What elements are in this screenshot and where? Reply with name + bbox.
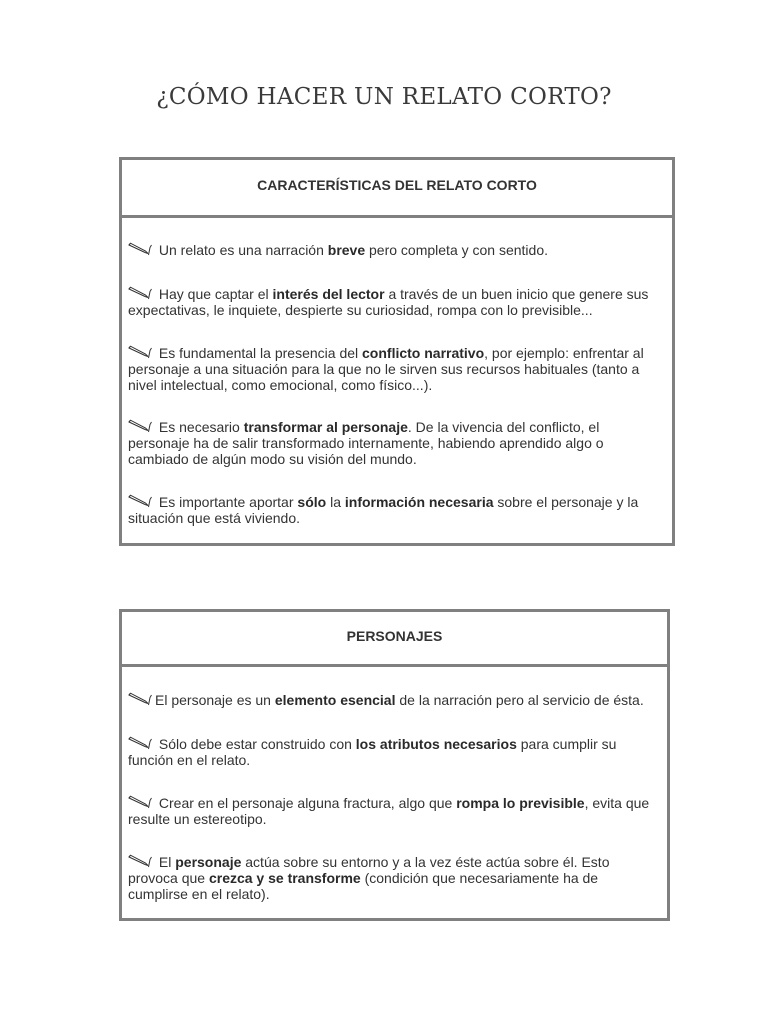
item-emphasis: conflicto narrativo (362, 345, 485, 361)
pencil-icon (128, 419, 152, 433)
item-text: , por ejemplo: enfrentar al personaje a una situación para la que no le sirven sus recursos habituales (tanto a nivel intelectual, como emocional, como físico...). (128, 345, 644, 393)
item-emphasis: elemento esencial (274, 692, 396, 708)
list-item (128, 854, 659, 902)
characters-box (119, 609, 670, 921)
item-text: Crear en el personaje alguna fractura, algo que (155, 795, 457, 811)
list-item (128, 795, 659, 827)
list-item (128, 736, 659, 768)
item-text: El personaje es un (155, 692, 275, 708)
pencil-icon (128, 242, 152, 256)
item-text: Sólo debe estar construido con (155, 736, 356, 752)
item-text: (condición que necesariamente ha de cumplirse en el relato). (128, 870, 599, 902)
item-emphasis: crezca y se transforme (208, 870, 361, 886)
pencil-icon (128, 795, 152, 809)
pencil-icon (128, 494, 152, 508)
item-text: , evita que resulte un estereotipo. (128, 795, 650, 827)
item-text: . De la vivencia del conflicto, el personaje ha de salir transformado internamente, habiendo aprendido algo o cambiado de algún modo su visión del mundo. (128, 419, 604, 467)
page-title: ¿CÓMO HACER UN RELATO CORTO? (156, 84, 612, 110)
item-text: Es importante aportar (155, 494, 298, 510)
item-emphasis: breve (327, 242, 366, 258)
item-emphasis: personaje (175, 854, 242, 870)
item-emphasis: interés del lector (272, 286, 385, 302)
characters-header: PERSONAJES (122, 612, 667, 667)
list-item (128, 494, 664, 526)
item-text: Es necesario (155, 419, 244, 435)
pencil-icon (128, 854, 152, 868)
item-emphasis: transformar al personaje (243, 419, 408, 435)
item-text: pero completa y con sentido. (365, 242, 549, 258)
item-text: actúa sobre su entorno y a la vez éste actúa sobre él. Esto provoca que (128, 854, 610, 886)
item-text: para cumplir su función en el relato. (128, 736, 617, 768)
list-item (128, 242, 664, 258)
pencil-icon (128, 286, 152, 300)
characteristics-box (119, 157, 675, 546)
item-emphasis: los atributos necesarios (355, 736, 517, 752)
item-text: la (326, 494, 345, 510)
list-item (128, 692, 659, 708)
list-item (128, 419, 664, 467)
pencil-icon (128, 692, 152, 706)
characteristics-header: CARACTERÍSTICAS DEL RELATO CORTO (122, 160, 672, 218)
list-item (128, 286, 664, 318)
list-item (128, 345, 664, 393)
item-emphasis: rompa lo previsible (456, 795, 585, 811)
item-text: Un relato es una narración (155, 242, 328, 258)
item-text: El (155, 854, 176, 870)
item-text: de la narración pero al servicio de ésta. (395, 692, 644, 708)
item-text: Hay que captar el (155, 286, 273, 302)
item-emphasis: sólo (297, 494, 327, 510)
item-emphasis: información necesaria (344, 494, 494, 510)
item-text: Es fundamental la presencia del (155, 345, 363, 361)
pencil-icon (128, 736, 152, 750)
pencil-icon (128, 345, 152, 359)
item-text: sobre el personaje y la situación que está viviendo. (128, 494, 639, 526)
item-text: a través de un buen inicio que genere sus expectativas, le inquiete, despierte su curiosidad, rompa con lo previsible... (128, 286, 649, 318)
